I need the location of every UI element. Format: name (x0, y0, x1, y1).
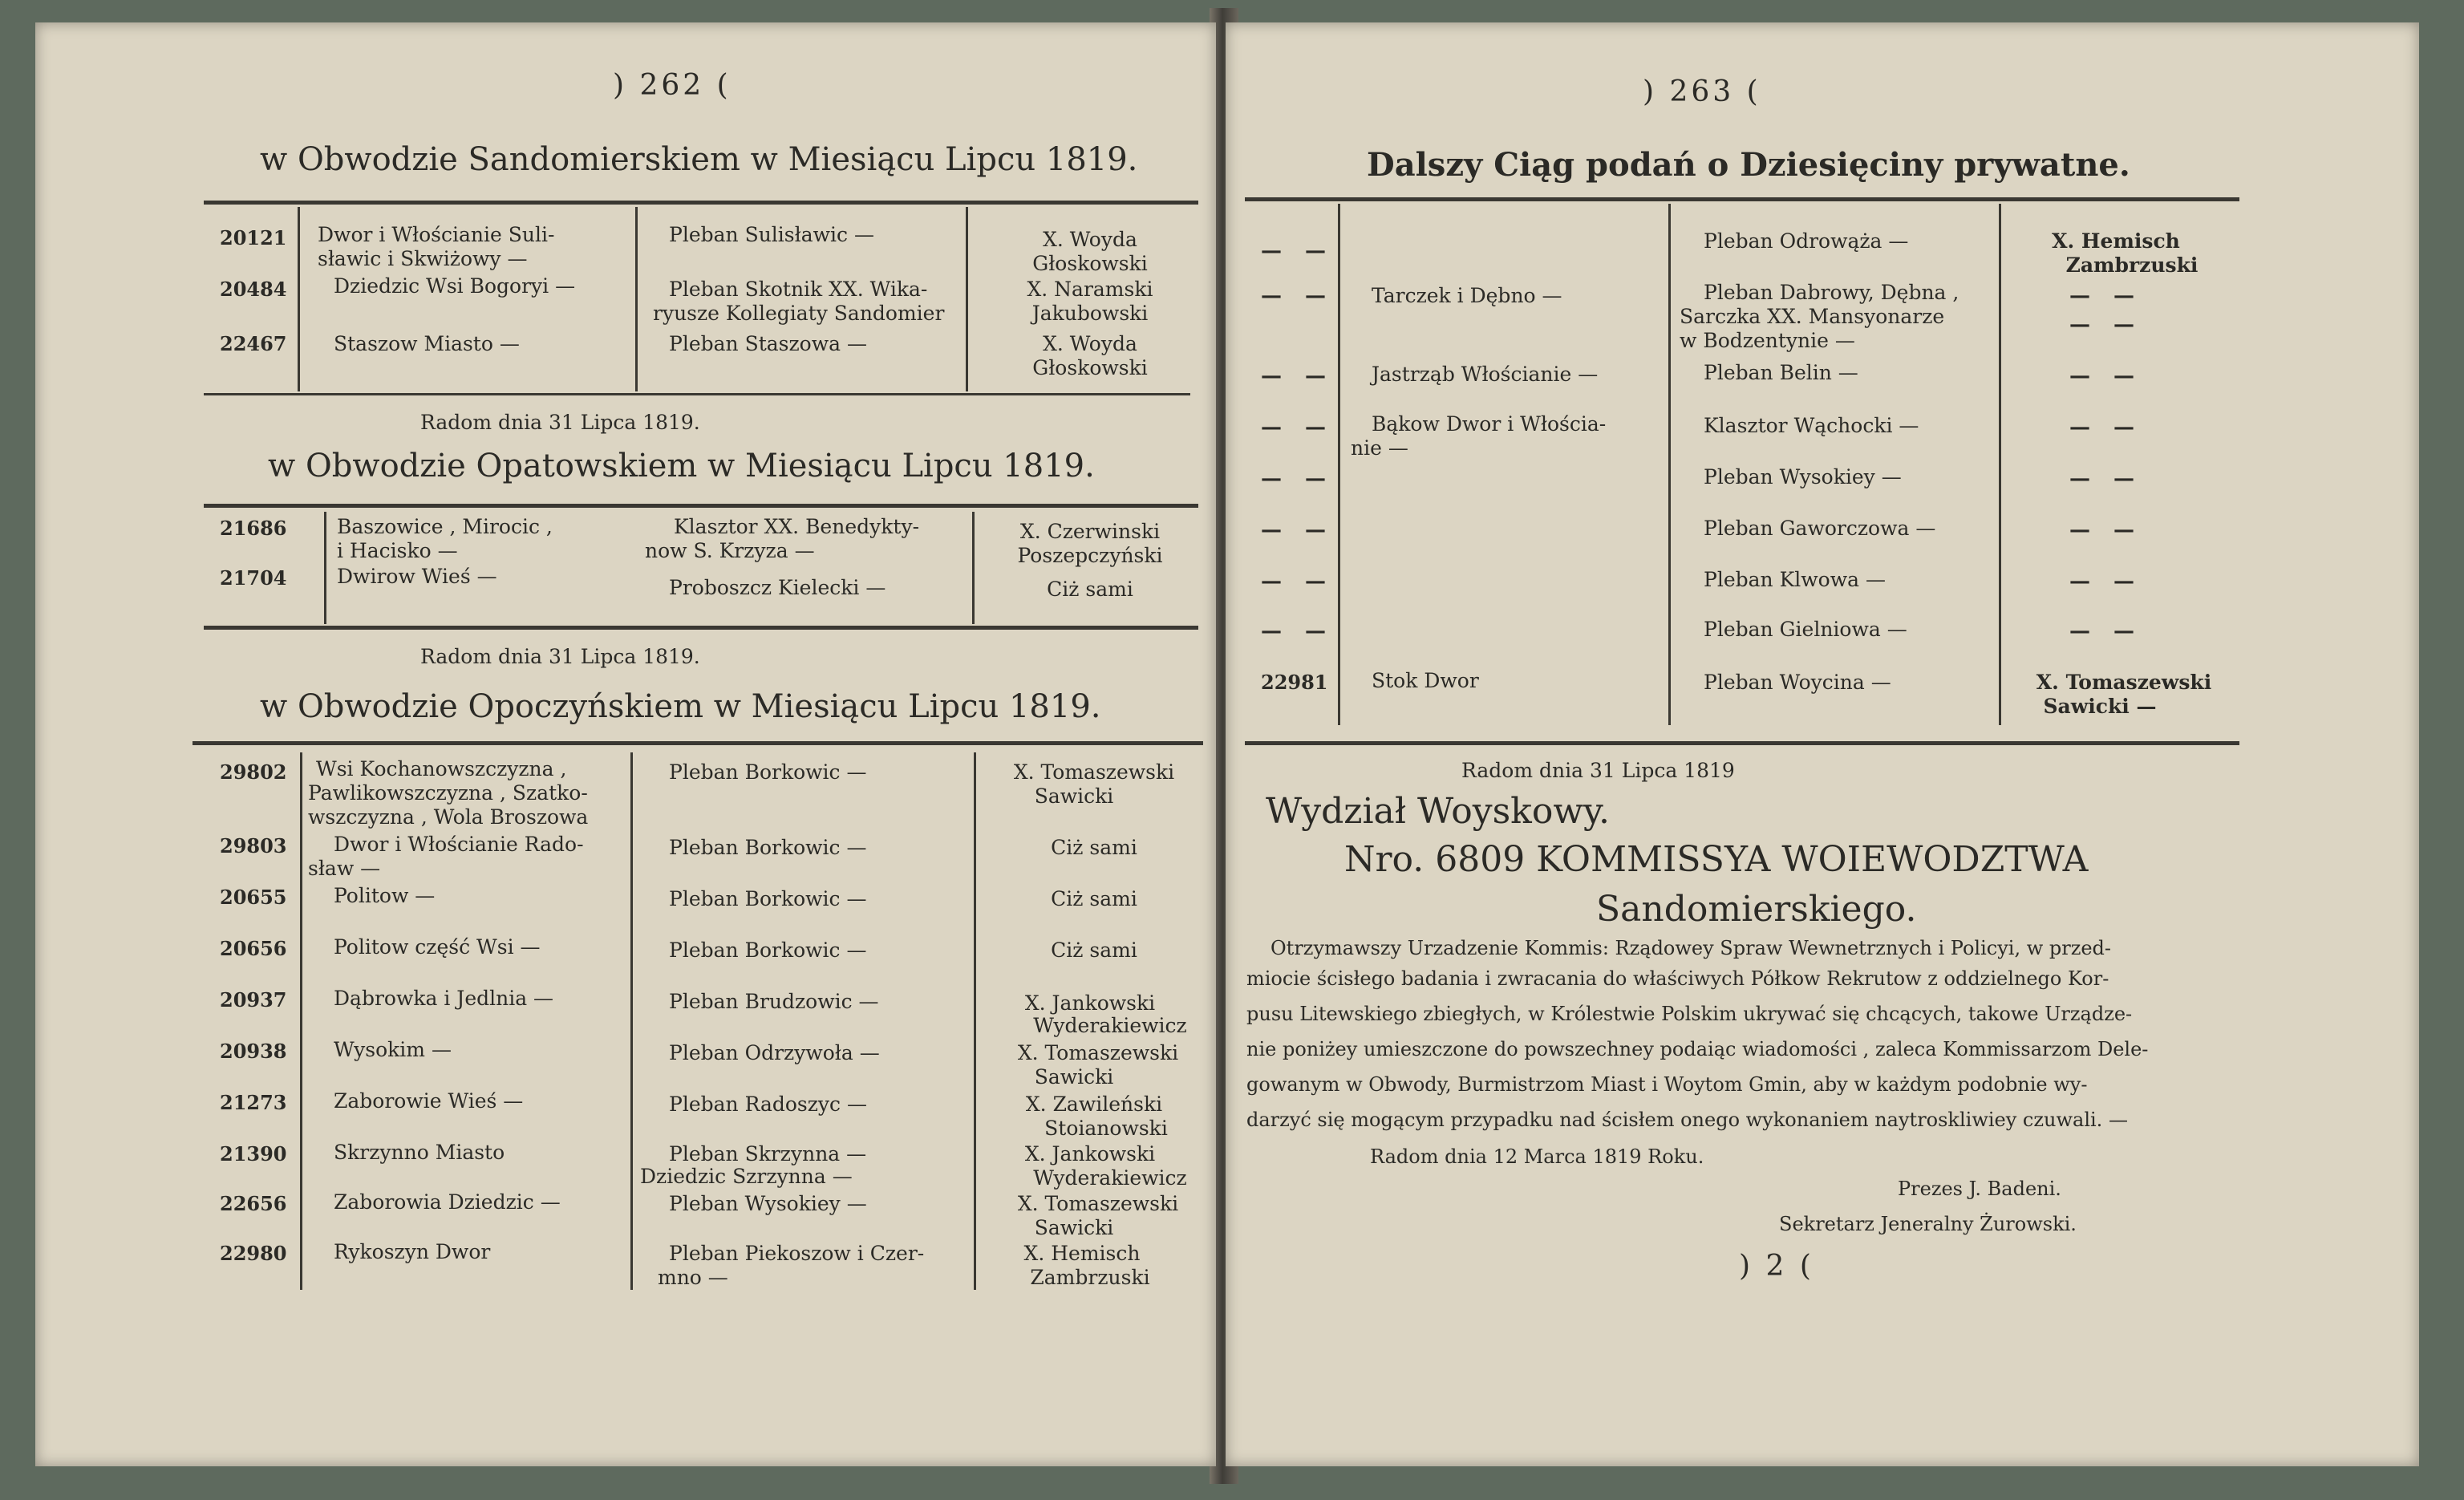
payer-line: Pleban Klwowa — (1704, 568, 1886, 591)
entry-number: 20484 (220, 278, 287, 301)
column-rule (966, 207, 968, 391)
signature-president: Prezes J. Badeni. (1898, 1178, 2061, 1200)
payer-line: Pleban Borkowic — (669, 760, 867, 784)
body-line: miocie ścisłego badania i zwracania do właściwych Półkow Rekrutow z oddzielnego Kor- (1246, 967, 2109, 990)
priest-line: X. Hemisch (2052, 229, 2180, 253)
place-line: sław — (308, 857, 381, 880)
rule (204, 393, 1190, 395)
entry-number: — — (1261, 284, 1335, 308)
payer-line: ryusze Kollegiaty Sandomier (653, 302, 945, 325)
department-heading: Wydział Woyskowy. (1266, 791, 1610, 832)
place-line: Tarczek i Dębno — (1372, 284, 1562, 307)
payer-line: Klasztor Wąchocki — (1704, 414, 1919, 437)
payer-line: Pleban Gielniowa — (1704, 618, 1907, 641)
payer-line: Pleban Wysokiey — (1704, 465, 1902, 489)
section-footer: Radom dnia 31 Lipca 1819. (420, 411, 700, 434)
rule (1245, 197, 2239, 201)
priest-line: — — (2069, 518, 2143, 542)
priest-line: Sawicki (1034, 784, 1114, 808)
place-line: Dwor i Włościanie Suli- (318, 223, 555, 246)
payer-line: Pleban Belin — (1704, 361, 1858, 384)
place-line: Pawlikowszczyzna , Szatko- (308, 781, 588, 805)
place-line: Wysokim — (334, 1038, 452, 1061)
payer-line: Proboszcz Kielecki — (669, 576, 886, 599)
priest-line: X. Naramski (1027, 278, 1153, 301)
entry-number: — — (1261, 518, 1335, 542)
column-rule (635, 207, 638, 391)
rule (204, 201, 1198, 205)
payer-line: Pleban Sulisławic — (669, 223, 874, 246)
entry-number: — — (1261, 239, 1335, 263)
priest-line: Wyderakiewicz (1033, 1014, 1187, 1037)
priest-line: — — (2069, 467, 2143, 491)
payer-line: Pleban Staszowa — (669, 332, 867, 355)
rule (192, 741, 1203, 745)
priest-line: — — (2069, 313, 2143, 337)
place-line: Politow część Wsi — (334, 935, 541, 959)
body-line: darzyć się mogącym przypadku nad ścisłem onego wykonaniem naytroskliwiey czuwali. — (1246, 1109, 2128, 1131)
priest-line: X. Tomaszewski (1017, 1041, 1179, 1064)
place-line: Rykoszyn Dwor (334, 1240, 491, 1263)
place-line: Zaborowie Wieś — (334, 1089, 524, 1113)
priest-line: — — (2069, 416, 2143, 440)
priest-line: — — (2069, 570, 2143, 594)
entry-number: 21704 (220, 566, 287, 590)
entry-number: 21390 (220, 1142, 287, 1166)
commission-subheading: Sandomierskiego. (1596, 889, 1917, 930)
priest-line: Ciż sami (1051, 836, 1137, 859)
place-line: Jastrząb Włościanie — (1372, 363, 1599, 386)
column-rule (1668, 204, 1671, 725)
priest-line: — — (2069, 284, 2143, 308)
place-line: Dwor i Włościanie Rado- (334, 833, 584, 856)
priest-line: Zambrzuski (2065, 253, 2199, 277)
entry-number: — — (1261, 416, 1335, 440)
place-line: Dwirow Wieś — (337, 565, 497, 588)
priest-line: Ciż sami (1047, 578, 1133, 601)
payer-line: Pleban Woycina — (1704, 671, 1891, 694)
column-rule (1338, 204, 1340, 725)
priest-line: Jakubowski (1031, 302, 1149, 325)
column-rule (630, 752, 633, 1290)
priest-line: X. Woyda (1043, 228, 1137, 251)
entry-number: — — (1261, 570, 1335, 594)
priest-line: X. Hemisch (1023, 1242, 1141, 1265)
entry-number: — — (1261, 467, 1335, 491)
section-title: w Obwodzie Opatowskiem w Miesiącu Lipcu 1819. (268, 448, 1095, 484)
column-rule (300, 752, 302, 1290)
rule (1245, 741, 2239, 745)
payer-line: Pleban Radoszyc — (669, 1093, 867, 1116)
entry-number: 20656 (220, 937, 287, 960)
payer-line: Pleban Gaworczowa — (1704, 517, 1936, 540)
priest-line: Ciż sami (1051, 939, 1137, 962)
place-line: Politow — (334, 884, 436, 907)
priest-line: — — (2069, 364, 2143, 388)
footer-mark: ) 2 ( (1739, 1250, 1814, 1283)
priest-line: X. Zawileński (1025, 1093, 1163, 1116)
page-number: ) 262 ( (613, 69, 732, 102)
place-line: i Hacisko — (337, 539, 458, 562)
payer-line: Sarczka XX. Mansyonarze (1680, 305, 1945, 328)
payer-line: Pleban Borkowic — (669, 939, 867, 962)
place-line: Staszow Miasto — (334, 332, 520, 355)
entry-number: 20121 (220, 226, 287, 249)
body-line: pusu Litewskiego zbiegłych, w Królestwie Polskim ukrywać się chcących, takowe Urządze- (1246, 1003, 2133, 1025)
place-line: Stok Dwor (1372, 669, 1479, 692)
priest-line: Poszepczyński (1017, 544, 1163, 567)
body-line: gowanym w Obwody, Burmistrzom Miast i Woytom Gmin, aby w każdym podobnie wy- (1246, 1073, 2088, 1096)
payer-line: Pleban Odrzywoła — (669, 1041, 880, 1064)
payer-line: Dziedzic Szrzynna — (640, 1165, 853, 1188)
section-footer: Radom dnia 31 Lipca 1819. (420, 645, 700, 668)
priest-line: Sawicki (1034, 1216, 1114, 1239)
section-title: w Obwodzie Sandomierskiem w Miesiącu Lipcu 1819. (260, 141, 1138, 178)
section-footer: Radom dnia 31 Lipca 1819 (1461, 759, 1735, 782)
priest-line: Ciż sami (1051, 887, 1137, 910)
payer-line: mno — (658, 1266, 728, 1289)
rule (204, 504, 1198, 508)
rule (204, 626, 1198, 630)
body-line: Otrzymawszy Urzadzenie Kommis: Rządowey Spraw Wewnetrznych i Policyi, w przed- (1270, 937, 2112, 959)
priest-line: X. Jankowski (1024, 991, 1156, 1015)
payer-line: w Bodzentynie — (1680, 329, 1855, 352)
page-number: ) 263 ( (1643, 75, 1761, 108)
priest-line: X. Tomaszewski (2036, 671, 2212, 694)
place-line: Zaborowia Dziedzic — (334, 1190, 561, 1214)
priest-line: — — (2069, 619, 2143, 643)
column-rule (298, 207, 300, 391)
entry-number: 20655 (220, 886, 287, 909)
left-page (35, 22, 1216, 1466)
signature-secretary: Sekretarz Jeneralny Żurowski. (1779, 1213, 2077, 1235)
place-line: Skrzynno Miasto (334, 1141, 505, 1164)
priest-line: X. Woyda (1043, 332, 1137, 355)
entry-number: 21686 (220, 517, 287, 540)
place-line: sławic i Skwiżowy — (318, 247, 528, 270)
commission-heading: Nro. 6809 KOMMISSYA WOIEWODZTWA (1344, 839, 2089, 880)
priest-line: X. Tomaszewski (1013, 760, 1175, 784)
priest-line: X. Czerwinski (1019, 520, 1161, 543)
body-line: nie poniżey umieszczone do powszechney podaiąc wiadomości , zaleca Kommissarzom Dele- (1246, 1038, 2149, 1060)
priest-line: Sawicki (1034, 1065, 1114, 1089)
priest-line: Stoianowski (1044, 1117, 1168, 1140)
place-line: nie — (1351, 436, 1408, 460)
payer-line: Pleban Odrowąża — (1704, 229, 1909, 253)
priest-line: Zambrzuski (1030, 1266, 1150, 1289)
place-line: Dziedzic Wsi Bogoryi — (334, 274, 576, 298)
entry-number: 20937 (220, 988, 287, 1011)
section-title: w Obwodzie Opoczyńskiem w Miesiącu Lipcu 1819. (260, 688, 1101, 725)
payer-line: Pleban Skrzynna — (669, 1142, 867, 1166)
column-rule (324, 512, 326, 624)
priest-line: X. Jankowski (1024, 1142, 1156, 1166)
decree-date: Radom dnia 12 Marca 1819 Roku. (1370, 1145, 1704, 1168)
payer-line: Pleban Brudzowic — (669, 990, 879, 1013)
priest-line: X. Tomaszewski (1017, 1192, 1179, 1215)
entry-number: 22656 (220, 1192, 287, 1215)
payer-line: now S. Krzyza — (645, 539, 815, 562)
payer-line: Pleban Skotnik XX. Wika- (669, 278, 928, 301)
section-title: Dalszy Ciąg podań o Dziesięciny prywatne. (1367, 146, 2130, 184)
priest-line: Wyderakiewicz (1033, 1166, 1187, 1190)
place-line: wszczyzna , Wola Broszowa (308, 805, 589, 829)
priest-line: Głoskowski (1032, 356, 1148, 379)
place-line: Baszowice , Mirocic , (337, 515, 553, 538)
entry-number: 20938 (220, 1040, 287, 1063)
entry-number: 29803 (220, 834, 287, 857)
column-rule (974, 752, 976, 1290)
place-line: Wsi Kochanowszczyzna , (316, 757, 567, 780)
payer-line: Pleban Piekoszow i Czer- (669, 1242, 925, 1265)
payer-line: Pleban Wysokiey — (669, 1192, 867, 1215)
payer-line: Pleban Borkowic — (669, 836, 867, 859)
place-line: Bąkow Dwor i Włościa- (1372, 412, 1607, 436)
entry-number: 21273 (220, 1091, 287, 1114)
priest-line: Głoskowski (1032, 252, 1148, 275)
priest-line: Sawicki — (2043, 695, 2157, 718)
payer-line: Klasztor XX. Benedykty- (674, 515, 920, 538)
place-line: Dąbrowka i Jedlnia — (334, 987, 554, 1010)
entry-number: — — (1261, 364, 1335, 388)
column-rule (1999, 204, 2001, 725)
entry-number: 22980 (220, 1242, 287, 1265)
column-rule (972, 512, 975, 624)
entry-number: 29802 (220, 760, 287, 784)
entry-number: — — (1261, 619, 1335, 643)
payer-line: Pleban Borkowic — (669, 887, 867, 910)
right-page (1226, 22, 2419, 1466)
entry-number: 22981 (1261, 671, 1328, 694)
payer-line: Pleban Dabrowy, Dębna , (1704, 281, 1959, 304)
entry-number: 22467 (220, 332, 287, 355)
